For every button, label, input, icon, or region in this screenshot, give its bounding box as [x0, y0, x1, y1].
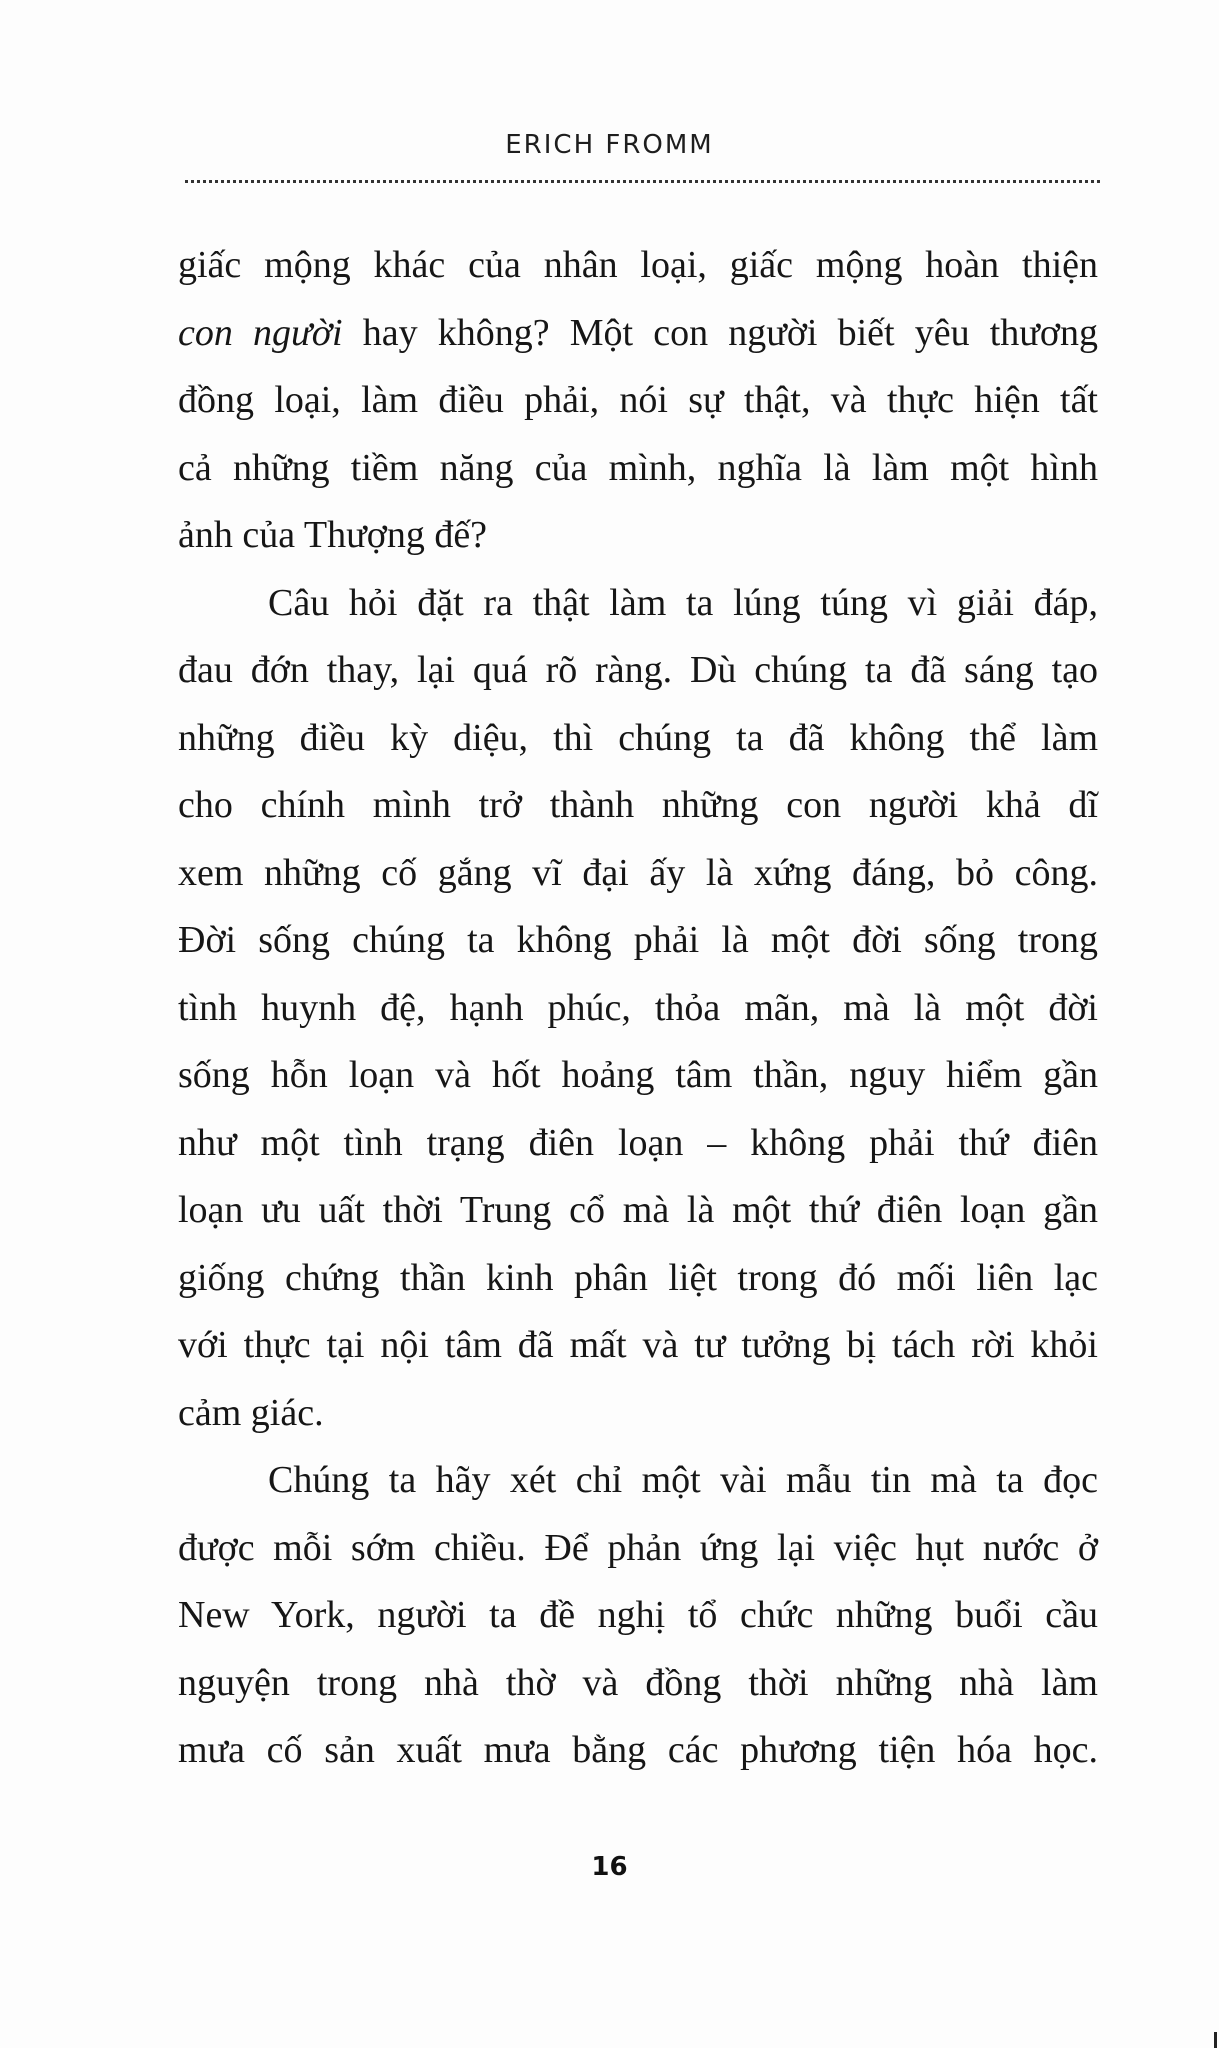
text-line: cho chính mình trở thành những con người khả dĩ	[178, 784, 1098, 826]
italic-emphasis: con người	[178, 311, 343, 354]
text-line: cả những tiềm năng của mình, nghĩa là làm một hình	[178, 446, 1098, 489]
text-line: mưa cố sản xuất mưa bằng các phương tiện hóa học.	[178, 1729, 1098, 1771]
text-line: tình huynh đệ, hạnh phúc, thỏa mãn, mà là một đời	[178, 986, 1098, 1029]
text-line: những điều kỳ diệu, thì chúng ta đã không thể làm	[178, 716, 1098, 759]
paragraph-2	[178, 570, 1098, 1448]
text-line: Đời sống chúng ta không phải là một đời sống trong	[178, 919, 1098, 961]
text-line: New York, người ta đề nghị tổ chức những buổi cầu	[178, 1594, 1098, 1636]
text-line: đau đớn thay, lại quá rõ ràng. Dù chúng ta đã sáng tạo	[178, 649, 1098, 691]
header-dotted-rule	[185, 180, 1100, 183]
running-head-author: ERICH FROMM	[505, 130, 714, 160]
text-line: Chúng ta hãy xét chỉ một vài mẫu tin mà ta đọc	[268, 1459, 1098, 1501]
text-line: được mỗi sớm chiều. Để phản ứng lại việc hụt nước ở	[178, 1526, 1098, 1569]
paragraph-3	[178, 1447, 1098, 1785]
page-edge-mark	[1214, 2032, 1217, 2048]
text-line: xem những cố gắng vĩ đại ấy là xứng đáng, bỏ công.	[178, 851, 1098, 894]
text-line: loạn ưu uất thời Trung cổ mà là một thứ điên loạn gần	[178, 1189, 1098, 1231]
text-line: với thực tại nội tâm đã mất và tư tưởng bị tách rời khỏi	[178, 1324, 1098, 1366]
text-line: giấc mộng khác của nhân loại, giấc mộng hoàn thiện	[178, 244, 1098, 286]
text-line: Câu hỏi đặt ra thật làm ta lúng túng vì giải đáp,	[268, 581, 1098, 624]
page-number: 16	[591, 1852, 628, 1882]
text-line	[178, 300, 1098, 368]
text-line: giống chứng thần kinh phân liệt trong đó mối liên lạc	[178, 1256, 1098, 1299]
text-line: ảnh của Thượng đế?	[178, 514, 488, 556]
paragraph-1	[178, 232, 1098, 570]
page-body	[178, 232, 1098, 1785]
text-line: nguyện trong nhà thờ và đồng thời những nhà làm	[178, 1661, 1098, 1704]
text-line: như một tình trạng điên loạn – không phải thứ điên	[178, 1121, 1098, 1164]
text-line: đồng loại, làm điều phải, nói sự thật, và thực hiện tất	[178, 379, 1098, 421]
text-line: sống hỗn loạn và hốt hoảng tâm thần, nguy hiểm gần	[178, 1054, 1098, 1096]
text-line: cảm giác.	[178, 1391, 324, 1434]
text-line-rest: hay không? Một con người biết yêu thương	[342, 311, 1098, 354]
